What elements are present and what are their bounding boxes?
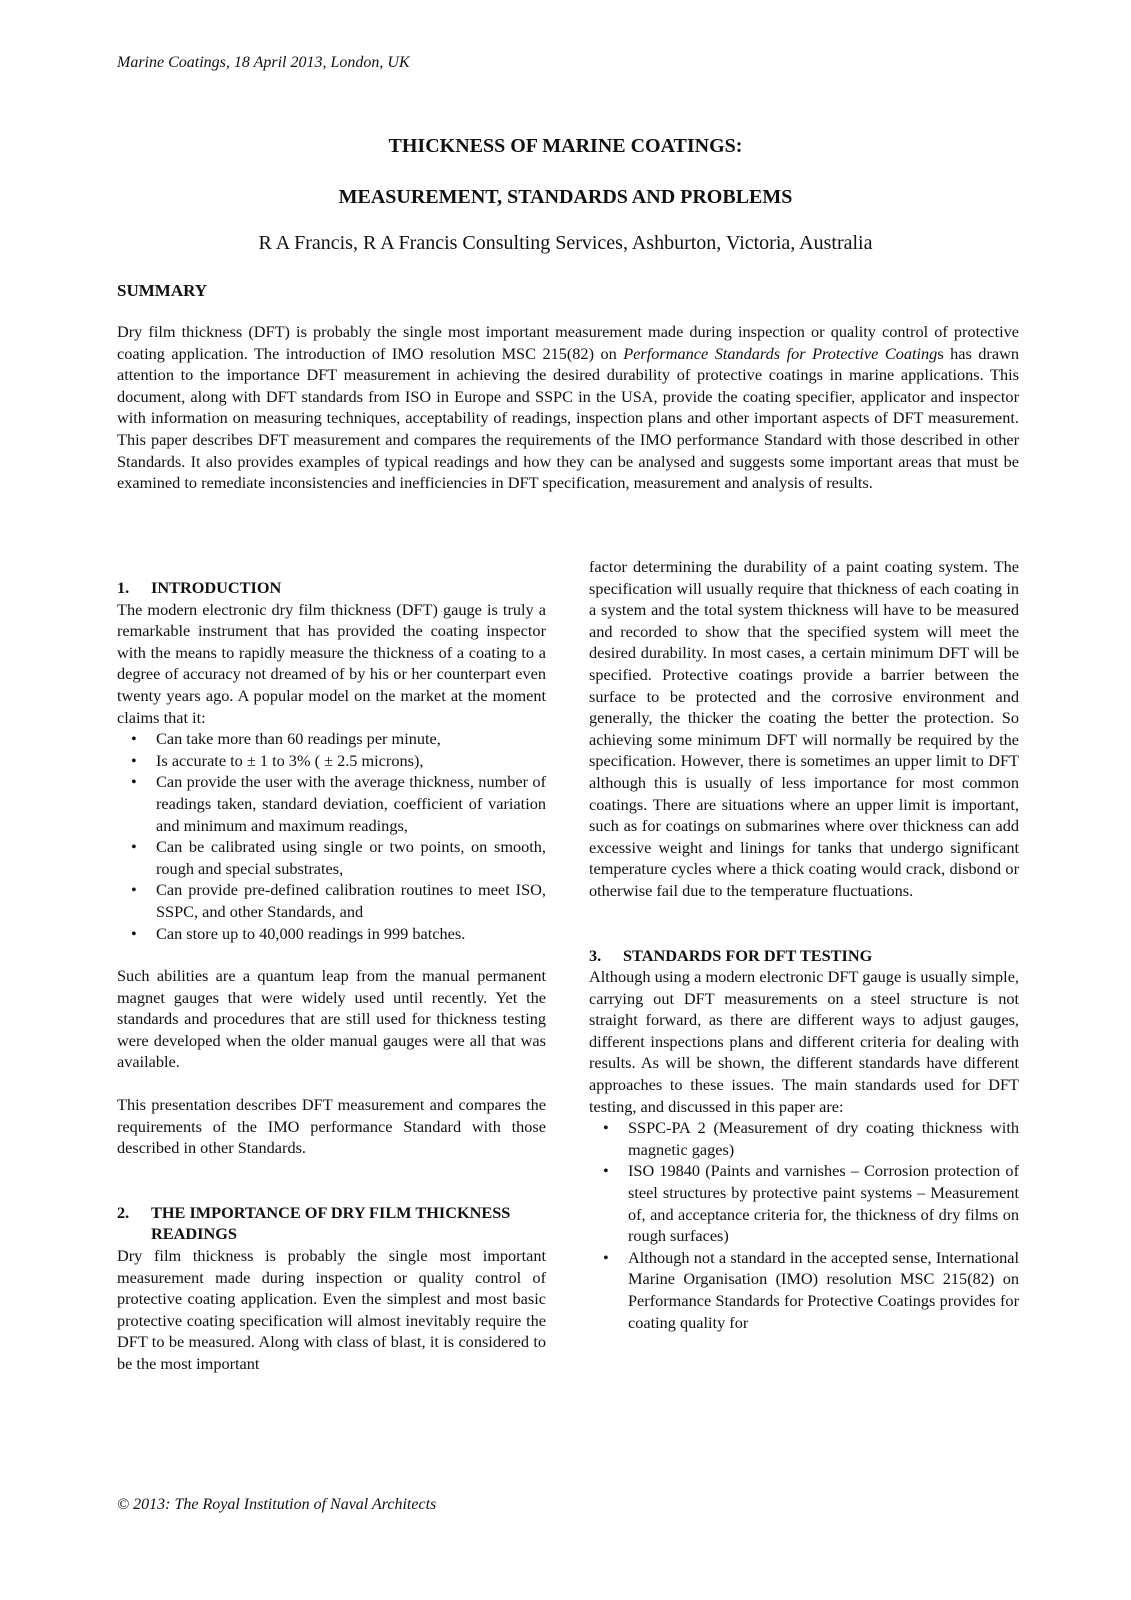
standards-list: [589, 1117, 1019, 1333]
section-1-paragraph-3: This presentation describes DFT measurement and compares the requirements of the IMO performance Standard with those described in other Standards.: [117, 1095, 546, 1158]
paper-title-line-1: THICKNESS OF MARINE COATINGS:: [388, 135, 743, 157]
section-1-paragraph-1: The modern electronic dry film thickness (DFT) gauge is truly a remarkable instrument that has provided the coating inspector with the means to rapidly measure the thickness of a coating to a degree of accuracy not dreamed of by his or her counterpart even twenty years ago. A popular model on the market at the moment claims that it:: [117, 599, 546, 727]
author-affiliation: R A Francis, R A Francis Consulting Services, Ashburton, Victoria, Australia: [258, 232, 873, 254]
section-3-heading: [589, 945, 1019, 967]
section-1-paragraph-2: Such abilities are a quantum leap from the manual permanent magnet gauges that were widely used until recently. Yet the standards and procedures that are still used for thickness testing were developed when the older manual gauges were all that was available.: [117, 966, 546, 1072]
left-column: [117, 556, 546, 1375]
list-item: • SSPC-PA 2 (Measurement of dry coating thickness with magnetic gages): [589, 1117, 1019, 1160]
list-item: • Although not a standard in the accepted sense, International Marine Organisation (IMO) resolution MSC 215(82) on Performance Standards for Protective Coatings provides for coating quality for: [589, 1247, 1019, 1333]
section-1-title: INTRODUCTION: [151, 578, 282, 597]
section-1-heading: [117, 577, 546, 599]
section-3-number: 3.: [589, 945, 602, 965]
list-item: • ISO 19840 (Paints and varnishes – Corrosion protection of steel structures by protective paint systems – Measurement of, and acceptance criteria for, the thickness of dry films on rough surfaces): [589, 1160, 1019, 1246]
section-2-paragraph-1: Dry film thickness is probably the single most important measurement made during inspection or quality control of protective coating application. Even the simplest and most basic protective coating specification will almost inevitably require the DFT to be measured. Along with class of blast, it is considered to be the most important: [117, 1246, 546, 1373]
paper-title-line-2: MEASUREMENT, STANDARDS AND PROBLEMS: [338, 186, 793, 208]
section-2-paragraph-1-continued: factor determining the durability of a paint coating system. The specification will usually require that thickness of each coating in a system and the total system thickness will have to be measured and recorded to show that the specified system will meet the desired durability. In most cases, a certain minimum DFT will be specified. Protective coatings provide a barrier between the surface to be protected and the corrosive environment and generally, the thicker the coating the better the protection. So achieving some minimum DFT will normally be required by the specification. However, there is sometimes an upper limit to DFT although this is usually of less importance for most common coatings. There are situations where an upper limit is important, such as for coatings on submarines where over thickness can add excessive weight and linings for tanks that undergo significant temperature cycles where a thick coating would crack, disbond or otherwise fail due to the temperature fluctuations.: [589, 557, 1019, 900]
list-item: • Can provide the user with the average thickness, number of readings taken, standard deviation, coefficient of variation and minimum and maximum readings,: [117, 771, 546, 836]
abstract-part-1: Dry film thickness (DFT) is probably the single most important measurement made during inspection or quality control of protective coating application. The introduction of IMO resolution MSC 215(82) on: [117, 322, 1019, 363]
abstract-part-2: s has drawn attention to the importance DFT measurement in achieving the desired durability of protective coatings in marine applications. This document, along with DFT standards from ISO in Europe and SSPC in the USA, provide the coating specifier, applicator and inspector with information on measuring techniques, acceptability of readings, inspection plans and other important aspects of DFT measurement. This paper describes DFT measurement and compares the requirements of the IMO performance Standard with those described in other Standards. It also provides examples of typical readings and how they can be analysed and suggests some important areas that must be examined to remediate inconsistencies and inefficiencies in DFT specification, measurement and analysis of results.: [117, 343, 1019, 493]
section-2-heading: [117, 1202, 546, 1245]
running-header: Marine Coatings, 18 April 2013, London, UK: [117, 54, 410, 71]
section-3-paragraph-1: Although using a modern electronic DFT gauge is usually simple, carrying out DFT measurements on a steel structure is not straight forward, as there are different ways to adjust gauges, different inspections plans and different criteria for dealing with results. As will be shown, the different standards have different approaches to these issues. The main standards used for DFT testing, and discussed in this paper are:: [589, 967, 1019, 1116]
summary-heading: SUMMARY: [117, 281, 208, 300]
copyright-footer: © 2013: The Royal Institution of Naval Architects: [117, 1496, 437, 1513]
list-item: • Can take more than 60 readings per minute,: [117, 728, 546, 750]
section-2-title: THE IMPORTANCE OF DRY FILM THICKNESS READINGS: [151, 1202, 511, 1244]
list-item: • Can be calibrated using single or two points, on smooth, rough and special substrates,: [117, 836, 546, 879]
list-item: • Is accurate to ± 1 to 3% ( ± 2.5 microns),: [117, 750, 546, 772]
right-column: [589, 556, 1019, 1333]
abstract-italic-title: Performance Standards for Protective Coating: [623, 343, 938, 363]
gauge-features-list: [117, 728, 546, 944]
abstract-text: [117, 321, 1019, 494]
section-3-title: STANDARDS FOR DFT TESTING: [623, 945, 873, 965]
section-1-number: 1.: [117, 578, 130, 597]
list-item: • Can provide pre-defined calibration routines to meet ISO, SSPC, and other Standards, and: [117, 879, 546, 922]
section-2-number: 2.: [117, 1202, 130, 1222]
list-item: • Can store up to 40,000 readings in 999 batches.: [117, 923, 546, 945]
